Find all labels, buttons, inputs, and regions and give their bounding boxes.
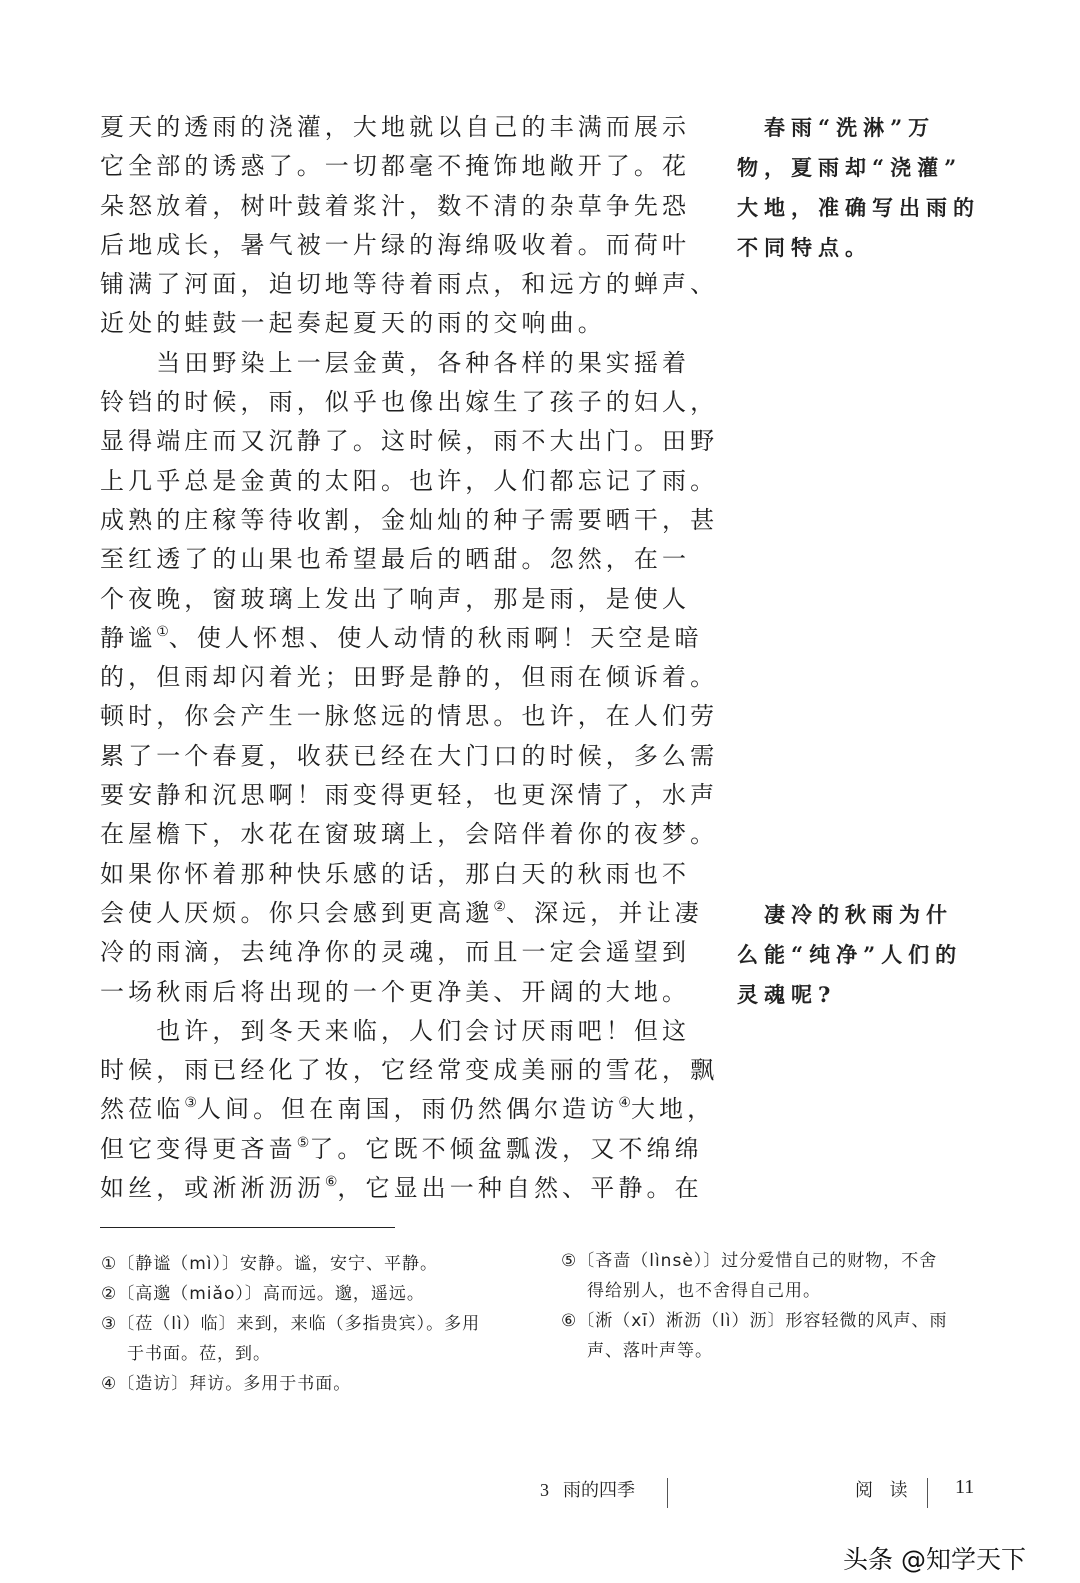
paragraph-start-line: 也许，到冬天来临，人们会讨厌雨吧！但这 — [100, 1016, 691, 1045]
annotation-line: 么能“纯净”人们的 — [737, 942, 963, 967]
text-line: 一场秋雨后将出现的一个更净美、开阔的大地。 — [100, 977, 691, 1006]
running-footer-lesson — [540, 1476, 635, 1502]
text-line: 成熟的庄稼等待收割，金灿灿的种子需要晒干，甚 — [100, 505, 719, 534]
text-line: 上几乎总是金黄的太阳。也许，人们都忘记了雨。 — [100, 466, 719, 495]
annotation-line: 春雨“洗淋”万 — [737, 115, 936, 140]
lesson-title: 雨的四季 — [563, 1480, 635, 1500]
annotation-line: 不同特点。 — [737, 235, 872, 260]
watermark: 头条 @知学天下 — [843, 1545, 1026, 1574]
footer-divider — [927, 1478, 928, 1508]
text-line: 显得端庄而又沉静了。这时候，雨不大出门。田野 — [100, 427, 719, 456]
text-segment: 会使人厌烦。你只会感到更高邈 — [100, 898, 494, 927]
text-segment: 了。它既不倾盆瓢泼，又不绵绵 — [309, 1134, 703, 1163]
text-line — [100, 1169, 703, 1208]
text-line: 后地成长，暑气被一片绿的海绵吸收着。而荷叶 — [100, 230, 691, 259]
lesson-number: 3 — [540, 1480, 549, 1500]
annotation-line: 凄冷的秋雨为什 — [737, 902, 953, 927]
text-line: 它全部的诱惑了。一切都毫不掩饰地敞开了。花 — [100, 152, 691, 181]
footnote-5: ⑤〔吝啬（lìnsè）〕过分爱惜自己的财物，不舍 — [561, 1251, 938, 1271]
footnote-3: ③〔莅（lì）临〕来到，来临（多指贵宾）。多用 — [101, 1314, 481, 1334]
text-line: 铃铛的时候，雨，似乎也像出嫁生了孩子的妇人， — [100, 388, 719, 417]
paragraph-start-line: 当田野染上一层金黄，各种各样的果实摇着 — [100, 348, 691, 377]
text-segment: 静谧 — [100, 623, 157, 652]
text-line: 要安静和沉思啊！雨变得更轻，也更深情了，水声 — [100, 781, 719, 810]
text-line: 个夜晚，窗玻璃上发出了响声，那是雨，是使人 — [100, 584, 691, 613]
footnote-1: ①〔静谧（mì）〕安静。谧，安宁、平静。 — [101, 1254, 439, 1274]
text-line: 在屋檐下，水花在窗玻璃上，会陪伴着你的夜梦。 — [100, 820, 719, 849]
footnote-separator — [100, 1227, 395, 1228]
footnotes-right-column — [561, 1246, 1001, 1366]
footnote-4: ④〔造访〕拜访。多用于书面。 — [101, 1374, 352, 1394]
text-line — [100, 894, 703, 933]
footnote-5-continuation: 得给别人，也不舍得自己用。 — [587, 1281, 821, 1301]
text-line: 至红透了的山果也希望最后的晒甜。忽然，在一 — [100, 545, 691, 574]
text-line: 时候，雨已经化了妆，它经常变成美丽的雪花，飘 — [100, 1056, 719, 1085]
text-line — [100, 1130, 703, 1169]
text-segment: 但它变得更吝啬 — [100, 1134, 297, 1163]
text-line: 顿时，你会产生一脉悠远的情思。也许，在人们劳 — [100, 702, 719, 731]
footnotes-left-column — [101, 1249, 541, 1399]
text-line: 朵怒放着，树叶鼓着浆汁，数不清的杂草争先恐 — [100, 191, 691, 220]
footnote-ref-4[interactable]: ④ — [618, 1095, 631, 1112]
footnote-ref-1[interactable]: ① — [156, 623, 169, 640]
footnote-ref-2[interactable]: ② — [493, 898, 506, 915]
footnote-ref-5[interactable]: ⑤ — [296, 1134, 310, 1151]
text-line: 冷的雨滴，去纯净你的灵魂，而且一定会遥望到 — [100, 938, 691, 967]
footnote-ref-6[interactable]: ⑥ — [324, 1174, 338, 1191]
text-line — [100, 619, 703, 658]
text-segment: 大地， — [630, 1095, 716, 1124]
text-line: 近处的蛙鼓一起奏起夏天的雨的交响曲。 — [100, 309, 606, 338]
footnote-2: ②〔高邈（miǎo）〕高而远。邈，遥远。 — [101, 1284, 425, 1304]
text-segment: 然莅临 — [100, 1095, 185, 1124]
footnote-6-continuation: 声、落叶声等。 — [587, 1341, 713, 1361]
text-segment: 如丝，或淅淅沥沥 — [100, 1174, 325, 1203]
text-segment: 、深远，并让凄 — [505, 898, 703, 927]
annotation-line: 灵魂呢? — [737, 982, 837, 1007]
section-label: 阅 读 — [855, 1480, 914, 1500]
footnote-ref-3[interactable]: ③ — [184, 1095, 197, 1112]
text-segment: 、使人怀想、使人动情的秋雨啊！天空是暗 — [168, 623, 703, 652]
margin-annotation-spring-summer — [737, 108, 1017, 268]
text-line: 如果你怀着那种快乐感的话，那白天的秋雨也不 — [100, 859, 691, 888]
margin-annotation-autumn — [737, 895, 1017, 1015]
footnote-6: ⑥〔淅（xī）淅沥（lì）沥〕形容轻微的风声、雨 — [561, 1311, 948, 1331]
footnote-3-continuation: 于书面。莅，到。 — [127, 1344, 271, 1364]
text-line: 累了一个春夏，收获已经在大门口的时候，多么需 — [100, 741, 719, 770]
text-line: 的，但雨却闪着光；田野是静的，但雨在倾诉着。 — [100, 663, 719, 692]
annotation-line: 大地，准确写出雨的 — [737, 195, 980, 220]
annotation-line: 物，夏雨却“浇灌” — [737, 155, 963, 180]
text-line: 夏天的透雨的浇灌，大地就以自己的丰满而展示 — [100, 113, 691, 141]
text-line — [100, 1090, 716, 1129]
footer-divider — [667, 1478, 668, 1508]
text-segment: ，它显出一种自然、平静。在 — [337, 1174, 703, 1203]
page-number: 11 — [955, 1476, 975, 1498]
text-segment: 人间。但在南国，雨仍然偶尔造访 — [196, 1095, 619, 1124]
text-line: 铺满了河面，迫切地等待着雨点，和远方的蝉声、 — [100, 270, 719, 299]
main-body-text — [100, 108, 719, 1208]
